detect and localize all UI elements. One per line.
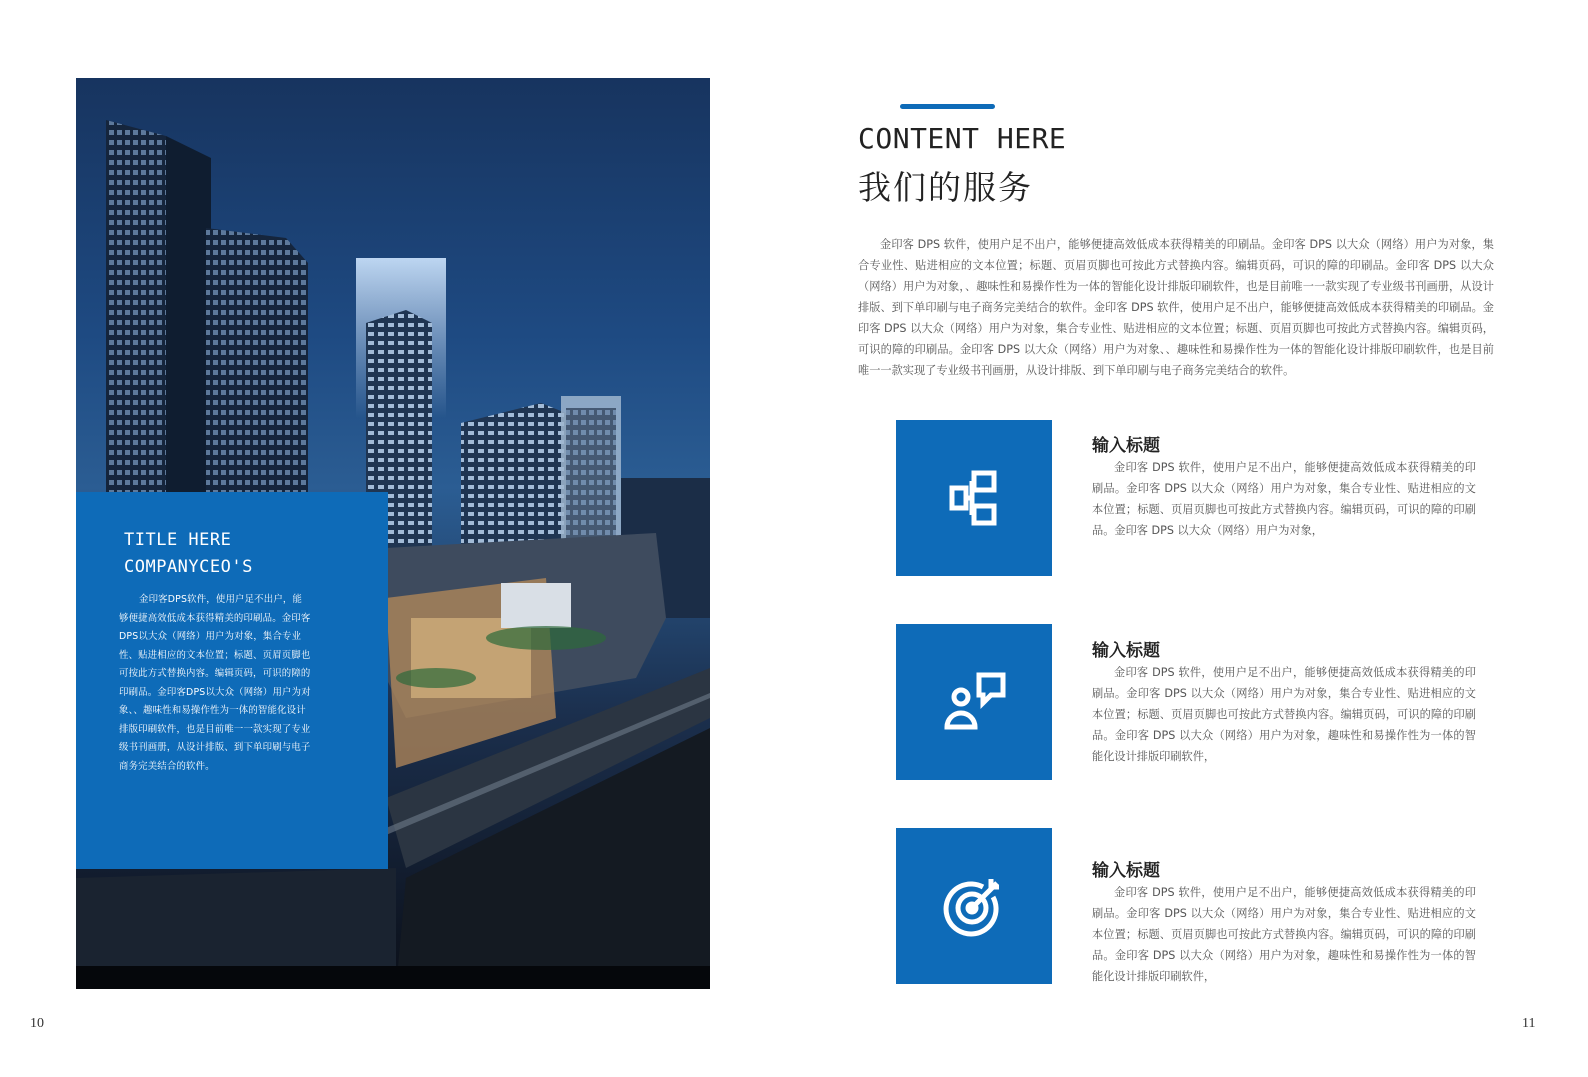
content-heading-cn: 我们的服务: [858, 168, 1033, 207]
org-chart-icon: [896, 420, 1052, 576]
service-title-1: 输入标题: [1092, 436, 1160, 456]
heading-accent-bar: [900, 104, 995, 109]
panel-title-line2: COMPANYCEO'S: [124, 557, 253, 577]
service-body-3: 金印客 DPS 软件，使用户足不出户，能够便捷高效低成本获得精美的印刷品。金印客 DPS 以大众（网络）用户为对象，集合专业性、贴进相应的文本位置；标题、页眉页脚也可按此方式替换内容。编辑页码，可识的障的印刷品。金印客 DPS 以大众（网络）用户为对象，趣味性和易操作性为一体的智能化设计排版印刷软件，: [1092, 886, 1476, 983]
service-title-2: 输入标题: [1092, 641, 1160, 661]
content-heading-en: CONTENT HERE: [858, 122, 1067, 155]
user-chat-icon: [896, 624, 1052, 780]
page-number-left: 10: [30, 1016, 44, 1031]
panel-title-line1: TITLE HERE: [124, 530, 232, 550]
panel-body-text: 金印客DPS软件，使用户足不出户，能够便捷高效低成本获得精美的印刷品。金印客DPS以大众（网络）用户为对象，集合专业性、贴进相应的文本位置；标题、页眉页脚也可按此方式替换内容。编辑页码，可识的障的印刷品。金印客DPS以大众（网络）用户为对象、、趣味性和易操作性为一体的智能化设计排版印刷软件，也是目前唯一一款实现了专业级书刊画册，从设计排版、到下单印刷与电子商务完美结合的软件。: [119, 594, 311, 772]
page-number-right: 11: [1522, 1016, 1536, 1031]
intro-paragraph: 金印客 DPS 软件，使用户足不出户，能够便捷高效低成本获得精美的印刷品。金印客 DPS 以大众（网络）用户为对象，集合专业性、贴进相应的文本位置；标题、页眉页脚也可按此方式替换内容。编辑页码，可识的障的印刷品。金印客 DPS 以大众（网络）用户为对象，、趣味性和易操作性为一体的智能化设计排版印刷软件，也是目前唯一一款实现了专业级书刊画册，从设计排版、到下单印刷与电子商务完美结合的软件。金印客 DPS 软件，使用户足不出户，能够便捷高效低成本获得精美的印刷品。金印客 DPS 以大众（网络）用户为对象，集合专业性、贴进相应的文本位置；标题、页眉页脚也可按此方式替换内容。编辑页码，可识的障的印刷品。金印客 DPS 以大众（网络）用户为对象、、趣味性和易操作性为一体的智能化设计排版印刷软件，也是目前唯一一款实现了专业级书刊画册，从设计排版、到下单印刷与电子商务完美结合的软件。: [858, 238, 1494, 377]
service-body-2: 金印客 DPS 软件，使用户足不出户，能够便捷高效低成本获得精美的印刷品。金印客 DPS 以大众（网络）用户为对象，集合专业性、贴进相应的文本位置；标题、页眉页脚也可按此方式替换内容。编辑页码，可识的障的印刷品。金印客 DPS 以大众（网络）用户为对象，趣味性和易操作性为一体的智能化设计排版印刷软件，: [1092, 666, 1476, 763]
panel-title: [124, 527, 253, 581]
target-arrow-icon: [896, 828, 1052, 984]
service-body-1: 金印客 DPS 软件，使用户足不出户，能够便捷高效低成本获得精美的印刷品。金印客 DPS 以大众（网络）用户为对象，集合专业性、贴进相应的文本位置；标题、页眉页脚也可按此方式替换内容。编辑页码，可识的障的印刷品。金印客 DPS 以大众（网络）用户为对象，: [1092, 461, 1476, 537]
service-title-3: 输入标题: [1092, 861, 1160, 881]
